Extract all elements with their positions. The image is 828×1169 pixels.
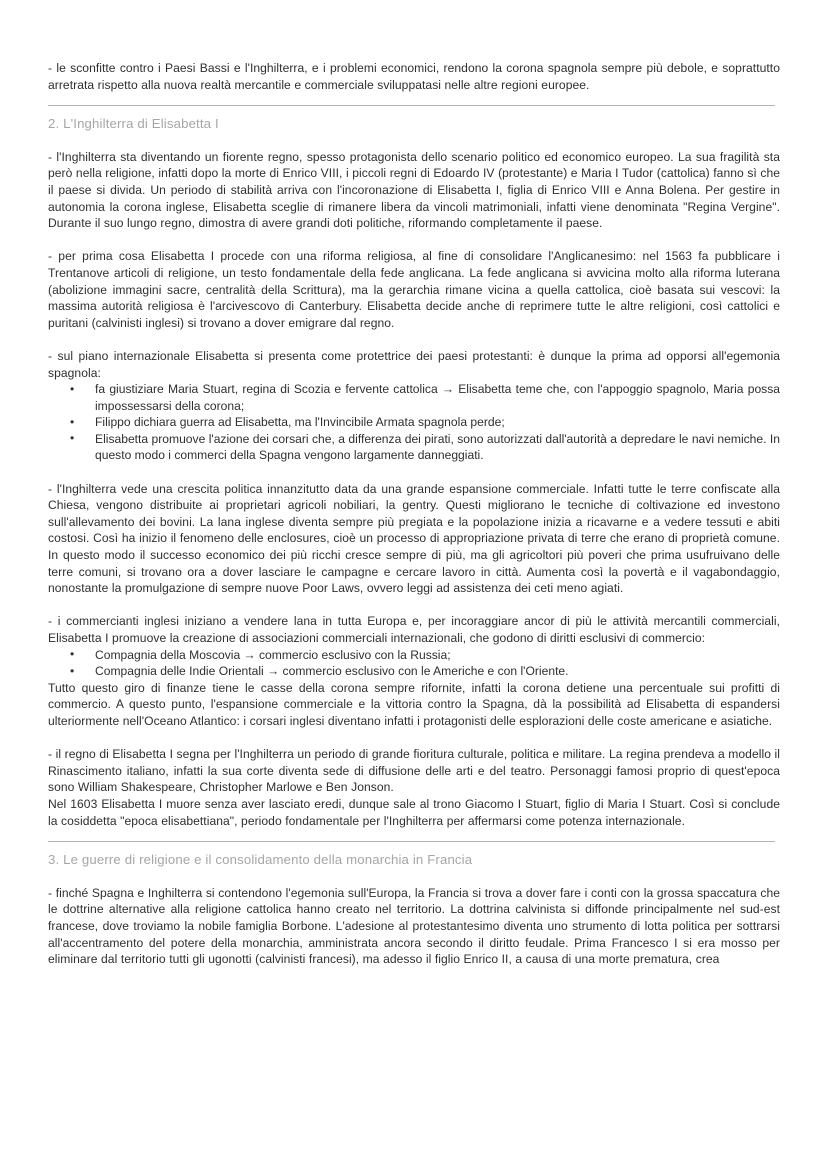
section-divider-1	[48, 105, 775, 106]
section2-paragraph-5: - i commercianti inglesi iniziano a vendere lana in tutta Europa e, per incoraggiare ancor di più le attività mercantili commerciali, Elisabetta I promuove la creazione di associazioni commerciali internazionali, che godono di diritti esclusivi di commercio:	[48, 614, 780, 645]
list-item	[48, 647, 780, 664]
intro-paragraph: - le sconfitte contro i Paesi Bassi e l'Inghilterra, e i problemi economici, rendono la corona spagnola sempre più debole, e soprattutto arretrata rispetto alla nuova realtà mercantile e commerciale sviluppatasi nelle altre regioni europee.	[48, 61, 780, 92]
list-item	[48, 663, 780, 680]
list-item-text: • Filippo dichiara guerra ad Elisabetta, ma l'Invincibile Armata spagnola perde;	[95, 415, 505, 430]
section2-paragraph-1: - l'Inghilterra sta diventando un fiorente regno, spesso protagonista dello scenario politico ed economico europeo. La sua fragilità sta però nella religione, infatti dopo la morte di Enrico VIII, i piccoli regni di Edoardo IV (protestante) e Maria I Tudor (cattolica) fanno sì che il paese si divida. Un periodo di stabilità arriva con l'incoronazione di Elisabetta I, figlia di Enrico VIII e Anna Bolena. Per gestire in autonomia la corona inglese, Elisabetta sceglie di rimanere libera da vincoli matrimoniali, infatti viene denominata "Regina Vergine". Durante il suo lungo regno, dimostra di avere grandi doti politiche, riformando completamente il paese.	[48, 149, 780, 231]
document-content	[48, 60, 780, 968]
section2-paragraph-2: - per prima cosa Elisabetta I procede con una riforma religiosa, al fine di consolidare l'Anglicanesimo: nel 1563 fa pubblicare i Trentanove articoli di religione, un testo fondamentale della fede anglicana. La fede anglicana si avvicina molto alla riforma luterana (abolizione immagini sacre, centralità della Scrittura), ma la gerarchia rimane vicina a quella cattolica, cioè basata sui vescovi: la massima autorità religiosa è l'arcivescovo di Canterbury. Elisabetta decide anche di reprimere tutte le altre religioni, così cattolici e puritani (calvinisti inglesi) si trovano a dover emigrare dal regno.	[48, 249, 780, 330]
section-heading-2: 2. L'Inghilterra di Elisabetta I	[48, 116, 219, 132]
list-item-text: • Compagnia della Moscovia → commercio esclusivo con la Russia;	[95, 647, 451, 662]
section2-paragraph-7: - il regno di Elisabetta I segna per l'Inghilterra un periodo di grande fioritura culturale, politica e militare. La regina prendeva a modello il Rinascimento italiano, infatti la sua corte diventa sede di diffusione delle arti e del teatro. Personaggi famosi proprio di quest'epoca sono William Shakespeare, Christopher Marlowe e Ben Jonson.	[48, 747, 780, 795]
section3-paragraph-1: - finché Spagna e Inghilterra si contendono l'egemonia sull'Europa, la Francia si trova a dover fare i conti con la grossa spaccatura che le dottrine alternative alla religione cattolica hanno creato nel territorio. La dottrina calvinista si diffonde principalmente nel sud-est francese, dove troviamo la nobile famiglia Borbone. L'adesione al protestantesimo diventa uno strumento di lotta politica per sottrarsi all'accentramento del potere della monarchia, amministrata ancora secondo il diritto feudale. Prima Francesco I si era mosso per eliminare dal territorio tutti gli ugonotti (calvinisti francesi), ma adesso il figlio Enrico II, a causa di una morte prematura, crea	[48, 885, 780, 967]
list-item	[48, 414, 780, 431]
list-item	[48, 431, 780, 464]
section2-paragraph-3: - sul piano internazionale Elisabetta si presenta come protettrice dei paesi protestanti: è dunque la prima ad opporsi all'egemonia spagnola:	[48, 348, 780, 380]
list-item	[48, 381, 780, 414]
section2-paragraph-6: Tutto questo giro di finanze tiene le casse della corona sempre rifornite, infatti la corona detiene una percentuale sui profitti di commercio. A questo punto, l'espansione commerciale e la vittoria contro la Spagna, dà la possibilità ad Elisabetta di espandersi ulteriormente nell'Oceano Atlantico: i corsari inglesi diventano infatti i protagonisti delle esplorazioni delle coste americane e asiatiche.	[48, 680, 780, 728]
section2-paragraph-8: Nel 1603 Elisabetta I muore senza aver lasciato eredi, dunque sale al trono Giacomo I Stuart, figlio di Maria I Stuart. Così si conclude la cosiddetta "epoca elisabettiana", periodo fondamentale per l'Inghilterra per affermarsi come potenza internazionale.	[48, 796, 780, 828]
list-item-text: • Elisabetta promuove l'azione dei corsari che, a differenza dei pirati, sono autorizzati dall'autorità a depredare le navi nemiche. In questo modo i commerci della Spagna vengono largamente danneggiati.	[95, 431, 780, 463]
section-divider-2	[48, 841, 775, 842]
list-item-text: • fa giustiziare Maria Stuart, regina di Scozia e fervente cattolica → Elisabetta teme che, con l'appoggio spagnolo, Maria possa impossessarsi della corona;	[95, 382, 780, 413]
section2-bullet-list-1	[48, 381, 780, 464]
section2-paragraph-4: - l'Inghilterra vede una crescita politica innanzitutto data da una grande espansione commerciale. Infatti tutte le terre confiscate alla Chiesa, vengono distribuite ai proprietari agricoli nobiliari, la gentry. Questi migliorano le tecniche di coltivazione ed investono sull'allevamento dei bovini. La lana inglese diventa sempre più pregiata e la popolazione inizia a ricavarne e a vedere tessuti e abiti costosi. Così ha inizio il fenomeno delle enclosures, cioè un processo di appropriazione privata di terre che erano di proprietà comune. In questo modo il successo economico dei più ricchi cresce sempre di più, ma gli agricoltori più poveri che prima usufruivano delle terre comuni, si trovano ora a dover lasciare le campagne e cercare lavoro in città. Aumenta così la povertà e il vagabondaggio, nonostante la promulgazione di sempre nuove Poor Laws, ovvero leggi ad assistenza dei ceti meno agiati.	[48, 481, 780, 596]
list-item-text: • Compagnia delle Indie Orientali → commercio esclusivo con le Americhe e con l'Oriente.	[95, 664, 569, 679]
section-heading-3: 3. Le guerre di religione e il consolidamento della monarchia in Francia	[48, 852, 473, 868]
section2-bullet-list-2	[48, 647, 780, 680]
